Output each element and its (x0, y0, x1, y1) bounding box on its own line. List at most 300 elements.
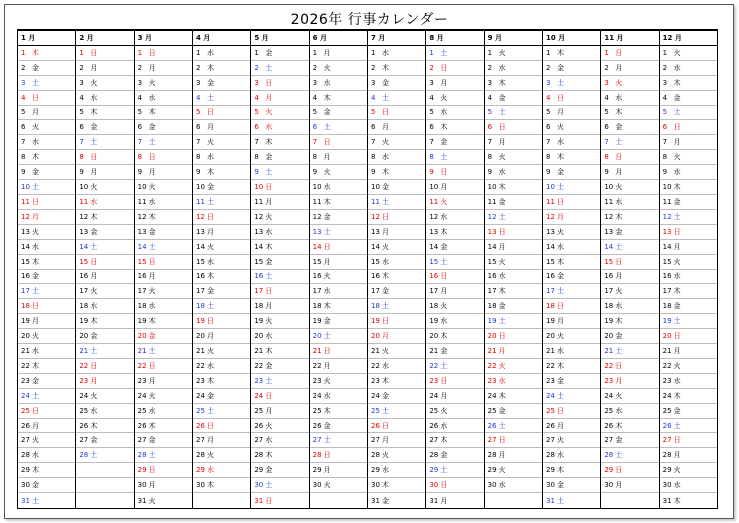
day-cell (251, 210, 308, 225)
day-cell (485, 120, 542, 135)
day-cell (135, 404, 192, 419)
day-cell (193, 106, 250, 121)
day-number: 27 (370, 436, 380, 445)
day-cell (601, 404, 658, 419)
day-number: 31 (662, 496, 672, 505)
weekday-label: 木 (440, 436, 448, 445)
day-number: 25 (604, 406, 614, 415)
day-cell (310, 46, 367, 61)
day-number: 27 (137, 436, 147, 445)
day-cell (426, 240, 483, 255)
day-cell (485, 359, 542, 374)
day-number: 31 (21, 496, 30, 505)
day-cell (193, 240, 250, 255)
day-number: 22 (662, 361, 672, 370)
day-number: 22 (429, 361, 439, 370)
day-number: 21 (662, 346, 672, 355)
weekday-label: 土 (615, 242, 623, 251)
weekday-label: 木 (206, 481, 214, 490)
day-number: 8 (370, 153, 376, 162)
day-number: 27 (254, 436, 264, 445)
day-number: 26 (254, 421, 264, 430)
day-number: 12 (254, 212, 264, 221)
day-number: 22 (545, 361, 555, 370)
weekday-label: 日 (148, 257, 156, 266)
day-cell (660, 493, 717, 508)
day-number: 19 (21, 317, 30, 326)
day-cell (135, 135, 192, 150)
weekday-label: 月 (206, 436, 214, 445)
weekday-label: 火 (265, 317, 273, 326)
day-number: 12 (429, 212, 439, 221)
weekday-label: 火 (615, 183, 623, 192)
month-header: 10 月 (543, 31, 600, 46)
day-number: 26 (429, 421, 439, 430)
weekday-label: 火 (381, 242, 389, 251)
day-number: 30 (545, 481, 555, 490)
day-cell (485, 225, 542, 240)
weekday-label: 水 (440, 108, 448, 117)
day-cell (368, 180, 425, 195)
weekday-label: 日 (206, 212, 214, 221)
empty-cell (76, 478, 133, 493)
day-number: 18 (370, 302, 380, 311)
day-number: 3 (137, 78, 143, 87)
day-number: 16 (487, 272, 497, 281)
weekday-label: 水 (381, 466, 389, 475)
day-number: 7 (487, 138, 493, 147)
day-cell (18, 61, 75, 76)
day-number: 6 (429, 123, 434, 132)
weekday-label: 月 (148, 168, 156, 177)
day-cell (135, 150, 192, 165)
day-cell (251, 374, 308, 389)
day-cell (485, 448, 542, 463)
weekday-label: 木 (323, 93, 331, 102)
day-cell (76, 165, 133, 180)
day-number: 23 (312, 376, 322, 385)
day-number: 18 (254, 302, 264, 311)
day-cell (310, 419, 367, 434)
day-number: 30 (487, 481, 497, 490)
day-cell (543, 433, 600, 448)
day-cell (76, 225, 133, 240)
weekday-label: 金 (148, 227, 156, 236)
day-number: 5 (254, 108, 259, 117)
day-cell (368, 210, 425, 225)
day-cell (543, 255, 600, 270)
day-number: 23 (487, 376, 497, 385)
day-number: 1 (195, 48, 201, 57)
day-number: 5 (545, 108, 551, 117)
day-number: 13 (254, 227, 264, 236)
day-number: 12 (545, 212, 555, 221)
day-number: 14 (545, 242, 555, 251)
day-number: 28 (662, 451, 672, 460)
weekday-label: 日 (148, 153, 156, 162)
weekday-label: 木 (323, 406, 331, 415)
day-number: 1 (79, 48, 84, 57)
day-cell (601, 344, 658, 359)
day-number: 24 (662, 391, 672, 400)
day-number: 16 (429, 272, 439, 281)
day-cell (76, 389, 133, 404)
day-cell (368, 240, 425, 255)
day-number: 7 (429, 138, 434, 147)
day-cell (485, 389, 542, 404)
month-column-10 (543, 31, 601, 508)
day-number: 5 (662, 108, 668, 117)
day-cell (485, 433, 542, 448)
weekday-label: 火 (265, 212, 273, 221)
weekday-label: 月 (90, 63, 98, 72)
weekday-label: 土 (556, 78, 564, 87)
weekday-label: 火 (440, 302, 448, 311)
day-cell (543, 210, 600, 225)
weekday-label: 木 (381, 168, 389, 177)
day-cell (251, 61, 308, 76)
weekday-label: 金 (615, 227, 623, 236)
day-number: 17 (137, 287, 147, 296)
day-number: 14 (662, 242, 672, 251)
day-number: 10 (254, 183, 264, 192)
day-cell (485, 404, 542, 419)
weekday-label: 金 (323, 421, 331, 430)
weekday-label: 日 (90, 153, 98, 162)
empty-cell (193, 493, 250, 508)
weekday-label: 金 (381, 183, 389, 192)
weekday-label: 金 (32, 481, 39, 490)
day-number: 25 (312, 406, 322, 415)
day-number: 18 (21, 302, 30, 311)
weekday-label: 火 (90, 78, 98, 87)
weekday-label: 水 (265, 227, 273, 236)
day-number: 29 (429, 466, 439, 475)
day-cell (368, 433, 425, 448)
weekday-label: 土 (381, 302, 389, 311)
day-cell (251, 255, 308, 270)
weekday-label: 土 (90, 242, 98, 251)
weekday-label: 木 (615, 421, 623, 430)
weekday-label: 木 (32, 466, 39, 475)
day-number: 25 (79, 406, 89, 415)
weekday-label: 金 (498, 197, 506, 206)
day-number: 18 (545, 302, 555, 311)
weekday-label: 月 (556, 108, 564, 117)
day-number: 13 (21, 227, 30, 236)
day-cell (193, 255, 250, 270)
day-number: 31 (429, 496, 439, 505)
weekday-label: 日 (265, 183, 273, 192)
weekday-label: 金 (381, 496, 389, 505)
day-cell (485, 344, 542, 359)
day-cell (543, 270, 600, 285)
day-cell (601, 120, 658, 135)
day-cell (76, 106, 133, 121)
weekday-label: 木 (323, 197, 331, 206)
day-number: 6 (137, 123, 143, 132)
day-cell (660, 284, 717, 299)
month-header: 8 月 (426, 31, 483, 46)
day-cell (310, 344, 367, 359)
day-number: 6 (195, 123, 201, 132)
day-number: 26 (79, 421, 89, 430)
weekday-label: 木 (381, 376, 389, 385)
day-number: 4 (662, 93, 668, 102)
day-cell (251, 225, 308, 240)
weekday-label: 土 (615, 138, 623, 147)
day-cell (76, 240, 133, 255)
day-cell (368, 284, 425, 299)
weekday-label: 水 (265, 123, 273, 132)
month-column-7 (368, 31, 426, 508)
weekday-label: 金 (556, 168, 564, 177)
weekday-label: 火 (556, 123, 564, 132)
day-cell (601, 270, 658, 285)
weekday-label: 木 (323, 302, 331, 311)
day-cell (310, 255, 367, 270)
day-number: 17 (429, 287, 439, 296)
day-number: 17 (79, 287, 89, 296)
day-cell (368, 478, 425, 493)
month-column-4 (193, 31, 251, 508)
day-cell (310, 359, 367, 374)
day-number: 30 (604, 481, 614, 490)
day-number: 17 (662, 287, 672, 296)
day-cell (660, 448, 717, 463)
day-cell (251, 433, 308, 448)
day-cell (135, 344, 192, 359)
day-number: 23 (545, 376, 555, 385)
day-cell (76, 314, 133, 329)
day-number: 22 (370, 361, 380, 370)
day-number: 9 (254, 168, 259, 177)
day-cell (660, 225, 717, 240)
weekday-label: 水 (323, 78, 331, 87)
day-number: 7 (604, 138, 609, 147)
weekday-label: 火 (32, 227, 39, 236)
day-cell (251, 463, 308, 478)
month-header: 11 月 (601, 31, 658, 46)
day-number: 8 (662, 153, 668, 162)
day-number: 3 (254, 78, 259, 87)
day-cell (368, 374, 425, 389)
day-cell (76, 255, 133, 270)
day-cell (601, 76, 658, 91)
weekday-label: 日 (90, 48, 98, 57)
day-cell (193, 76, 250, 91)
weekday-label: 日 (265, 391, 273, 400)
day-cell (660, 270, 717, 285)
day-cell (18, 150, 75, 165)
day-cell (76, 46, 133, 61)
weekday-label: 水 (206, 361, 214, 370)
day-number: 21 (429, 346, 439, 355)
weekday-label: 日 (323, 346, 331, 355)
weekday-label: 月 (615, 63, 623, 72)
day-cell (135, 493, 192, 508)
day-number: 20 (429, 332, 439, 341)
day-number: 20 (137, 332, 147, 341)
day-number: 14 (254, 242, 264, 251)
day-number: 1 (254, 48, 259, 57)
day-cell (368, 255, 425, 270)
weekday-label: 日 (381, 421, 389, 430)
day-cell (601, 359, 658, 374)
day-cell (426, 463, 483, 478)
day-number: 26 (604, 421, 614, 430)
weekday-label: 火 (148, 496, 156, 505)
weekday-label: 水 (265, 436, 273, 445)
day-cell (135, 359, 192, 374)
weekday-label: 水 (615, 406, 623, 415)
weekday-label: 月 (90, 272, 98, 281)
day-cell (368, 359, 425, 374)
day-cell (310, 165, 367, 180)
weekday-label: 水 (90, 93, 98, 102)
day-number: 4 (79, 93, 84, 102)
weekday-label: 土 (440, 153, 448, 162)
day-number: 10 (195, 183, 205, 192)
weekday-label: 土 (498, 421, 506, 430)
day-cell (660, 478, 717, 493)
day-cell (426, 180, 483, 195)
day-number: 25 (429, 406, 439, 415)
day-number: 11 (604, 197, 614, 206)
weekday-label: 土 (90, 346, 98, 355)
day-number: 14 (195, 242, 205, 251)
weekday-label: 木 (556, 361, 564, 370)
day-cell (251, 165, 308, 180)
day-cell (543, 46, 600, 61)
day-number: 25 (195, 406, 205, 415)
weekday-label: 土 (90, 138, 98, 147)
day-number: 23 (604, 376, 614, 385)
day-number: 18 (195, 302, 205, 311)
day-cell (426, 478, 483, 493)
day-cell (543, 374, 600, 389)
weekday-label: 水 (556, 451, 564, 460)
weekday-label: 木 (440, 227, 448, 236)
day-number: 10 (312, 183, 322, 192)
day-number: 25 (487, 406, 497, 415)
weekday-label: 土 (673, 108, 681, 117)
day-number: 8 (254, 153, 259, 162)
day-cell (135, 419, 192, 434)
day-number: 28 (429, 451, 439, 460)
day-number: 18 (662, 302, 672, 311)
day-cell (76, 284, 133, 299)
day-cell (426, 91, 483, 106)
day-cell (426, 76, 483, 91)
day-number: 4 (21, 93, 26, 102)
day-cell (485, 255, 542, 270)
weekday-label: 日 (440, 63, 448, 72)
day-cell (18, 463, 75, 478)
day-cell (368, 46, 425, 61)
day-number: 4 (254, 93, 259, 102)
weekday-label: 水 (498, 481, 506, 490)
weekday-label: 月 (673, 242, 681, 251)
weekday-label: 日 (323, 451, 331, 460)
day-cell (18, 448, 75, 463)
day-number: 15 (79, 257, 89, 266)
weekday-label: 水 (498, 168, 506, 177)
weekday-label: 土 (206, 93, 214, 102)
day-cell (485, 463, 542, 478)
day-number: 8 (545, 153, 551, 162)
day-cell (18, 359, 75, 374)
weekday-label: 水 (556, 346, 564, 355)
day-cell (193, 433, 250, 448)
day-cell (601, 389, 658, 404)
month-column-3 (135, 31, 193, 508)
day-number: 26 (137, 421, 147, 430)
day-number: 22 (195, 361, 205, 370)
day-number: 22 (604, 361, 614, 370)
day-number: 13 (195, 227, 205, 236)
day-cell (601, 135, 658, 150)
day-number: 19 (429, 317, 439, 326)
day-cell (193, 329, 250, 344)
day-cell (251, 344, 308, 359)
day-number: 24 (21, 391, 30, 400)
weekday-label: 火 (148, 391, 156, 400)
day-cell (426, 493, 483, 508)
day-number: 24 (545, 391, 555, 400)
day-cell (193, 210, 250, 225)
weekday-label: 水 (206, 257, 214, 266)
day-cell (76, 374, 133, 389)
day-number: 28 (195, 451, 205, 460)
day-cell (310, 270, 367, 285)
day-number: 15 (662, 257, 672, 266)
weekday-label: 金 (265, 361, 273, 370)
weekday-label: 火 (498, 257, 506, 266)
day-cell (368, 493, 425, 508)
day-cell (18, 374, 75, 389)
weekday-label: 火 (148, 287, 156, 296)
weekday-label: 木 (615, 108, 623, 117)
weekday-label: 木 (381, 272, 389, 281)
day-number: 24 (604, 391, 614, 400)
day-cell (426, 389, 483, 404)
weekday-label: 月 (32, 212, 39, 221)
day-cell (310, 433, 367, 448)
day-cell (18, 433, 75, 448)
day-number: 30 (429, 481, 439, 490)
day-cell (251, 46, 308, 61)
weekday-label: 水 (90, 406, 98, 415)
weekday-label: 木 (673, 287, 681, 296)
day-number: 23 (429, 376, 439, 385)
weekday-label: 水 (673, 376, 681, 385)
weekday-label: 木 (381, 63, 389, 72)
day-cell (18, 120, 75, 135)
day-cell (426, 120, 483, 135)
weekday-label: 月 (265, 406, 273, 415)
day-cell (76, 433, 133, 448)
day-number: 16 (79, 272, 89, 281)
day-cell (660, 195, 717, 210)
weekday-label: 日 (90, 257, 98, 266)
day-number: 24 (254, 391, 264, 400)
day-cell (193, 344, 250, 359)
weekday-label: 土 (148, 242, 156, 251)
day-cell (193, 46, 250, 61)
day-number: 5 (312, 108, 318, 117)
day-cell (193, 478, 250, 493)
